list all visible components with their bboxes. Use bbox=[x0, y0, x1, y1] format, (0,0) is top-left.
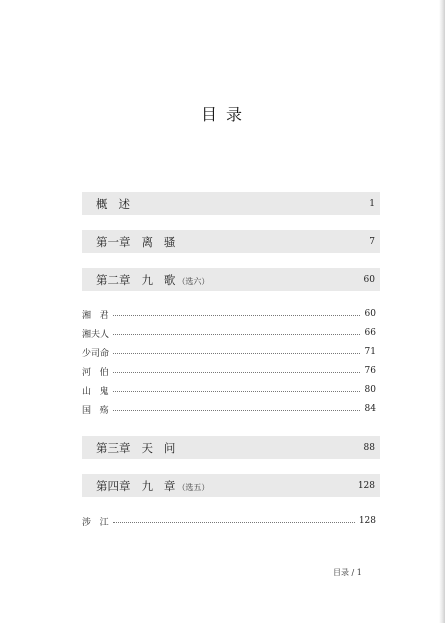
dot-leader bbox=[113, 372, 360, 373]
chapter-name: 概 述 bbox=[96, 196, 130, 211]
entry-title: 涉 江 bbox=[82, 517, 109, 528]
dot-leader bbox=[113, 353, 360, 354]
entry-title: 湘 君 bbox=[82, 310, 109, 321]
toc-chapter-4[interactable] bbox=[82, 474, 380, 497]
toc-entry[interactable] bbox=[82, 307, 376, 321]
toc-entry[interactable] bbox=[82, 514, 376, 528]
entry-page-number: 128 bbox=[358, 516, 376, 526]
toc-title: 目 录 bbox=[200, 105, 245, 124]
entry-page-number: 71 bbox=[364, 347, 376, 357]
entry-title: 国 殇 bbox=[82, 405, 109, 416]
dot-leader bbox=[113, 315, 360, 316]
chapter-page-number: 1 bbox=[369, 198, 375, 209]
toc-chapter-3[interactable] bbox=[82, 436, 380, 459]
entry-page-number: 66 bbox=[364, 328, 376, 338]
chapter-name: 第一章 离 骚 bbox=[96, 234, 176, 249]
page-footer-label: 目录 / 1 bbox=[333, 568, 362, 577]
chapter-note: （选五） bbox=[177, 482, 210, 492]
dot-leader bbox=[113, 334, 360, 335]
dot-leader bbox=[113, 410, 360, 411]
toc-chapter-1[interactable] bbox=[82, 230, 380, 253]
page-edge-shadow bbox=[439, 0, 445, 623]
chapter-page-number: 128 bbox=[357, 480, 375, 491]
toc-entry[interactable] bbox=[82, 383, 376, 397]
chapter-name: 第三章 天 问 bbox=[96, 440, 176, 455]
toc-entry[interactable] bbox=[82, 326, 376, 340]
toc-entry[interactable] bbox=[82, 345, 376, 359]
entry-page-number: 76 bbox=[364, 366, 376, 376]
toc-entry[interactable] bbox=[82, 402, 376, 416]
dot-leader bbox=[113, 522, 355, 523]
toc-chapter-overview[interactable] bbox=[82, 192, 380, 215]
entry-page-number: 84 bbox=[364, 404, 376, 414]
entry-title: 山 鬼 bbox=[82, 386, 109, 397]
chapter-name: 第四章 九 章 bbox=[96, 478, 176, 493]
toc-chapter-2[interactable] bbox=[82, 268, 380, 291]
chapter-name: 第二章 九 歌 bbox=[96, 272, 176, 287]
entry-title: 少司命 bbox=[82, 348, 110, 359]
dot-leader bbox=[113, 391, 360, 392]
entry-page-number: 60 bbox=[364, 309, 376, 319]
entry-title: 河 伯 bbox=[82, 367, 109, 378]
chapter-page-number: 60 bbox=[363, 274, 375, 285]
chapter-page-number: 88 bbox=[363, 442, 375, 453]
entry-page-number: 80 bbox=[364, 385, 376, 395]
entry-title: 湘夫人 bbox=[82, 329, 110, 340]
chapter-note: （选六） bbox=[177, 276, 210, 286]
toc-entry[interactable] bbox=[82, 364, 376, 378]
chapter-page-number: 7 bbox=[369, 236, 375, 247]
